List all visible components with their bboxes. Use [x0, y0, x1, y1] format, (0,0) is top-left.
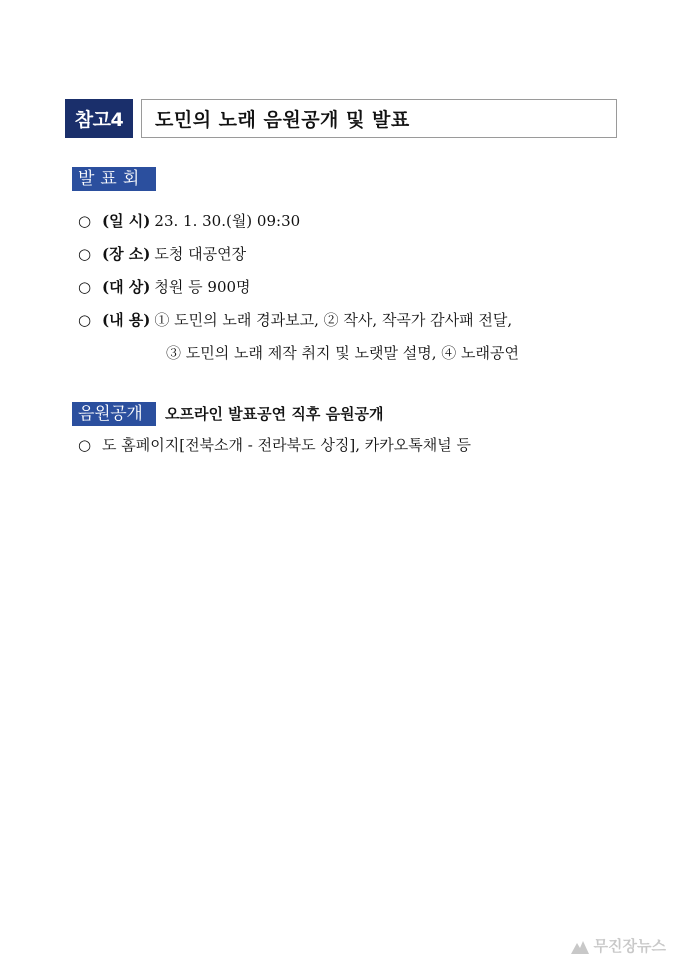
section-label-release: 음원공개 — [72, 402, 156, 426]
bullet-circle-icon: ○ — [78, 311, 92, 329]
bullet-circle-icon: ○ — [78, 278, 92, 296]
page-header — [65, 99, 617, 138]
list-item-content-continued: ③ 도민의 노래 제작 취지 및 노랫말 설명, ④ 노래공연 — [166, 344, 519, 362]
reference-badge: 참고4 — [65, 99, 133, 138]
section-label-announcement: 발표회 — [72, 167, 156, 191]
item-text: 23. 1. 30.(월) 09:30 — [154, 212, 301, 230]
section-heading-release: 오프라인 발표공연 직후 음원공개 — [165, 405, 384, 423]
list-item-datetime — [78, 210, 300, 232]
item-text: 청원 등 900명 — [154, 278, 251, 296]
item-label: (대 상) — [102, 278, 151, 296]
item-text: 도 홈페이지[전북소개 - 전라북도 상징], 카카오톡채널 등 — [102, 436, 471, 454]
item-label: (내 용) — [102, 311, 151, 329]
bullet-circle-icon: ○ — [78, 245, 92, 263]
item-label: (일 시) — [102, 212, 151, 230]
watermark-text: 무진장뉴스 — [593, 937, 666, 955]
list-item-content — [78, 309, 512, 331]
bullet-circle-icon: ○ — [78, 212, 92, 230]
item-text: ① 도민의 노래 경과보고, ② 작사, 작곡가 감사패 전달, — [154, 311, 513, 329]
bullet-circle-icon: ○ — [78, 436, 92, 454]
list-item-audience — [78, 276, 251, 298]
page-title: 도민의 노래 음원공개 및 발표 — [141, 99, 617, 138]
mountain-logo-icon — [570, 937, 590, 955]
watermark — [570, 935, 666, 956]
item-text: 도청 대공연장 — [154, 245, 247, 263]
list-item-channels — [78, 434, 471, 456]
item-label: (장 소) — [102, 245, 151, 263]
list-item-place — [78, 243, 246, 265]
